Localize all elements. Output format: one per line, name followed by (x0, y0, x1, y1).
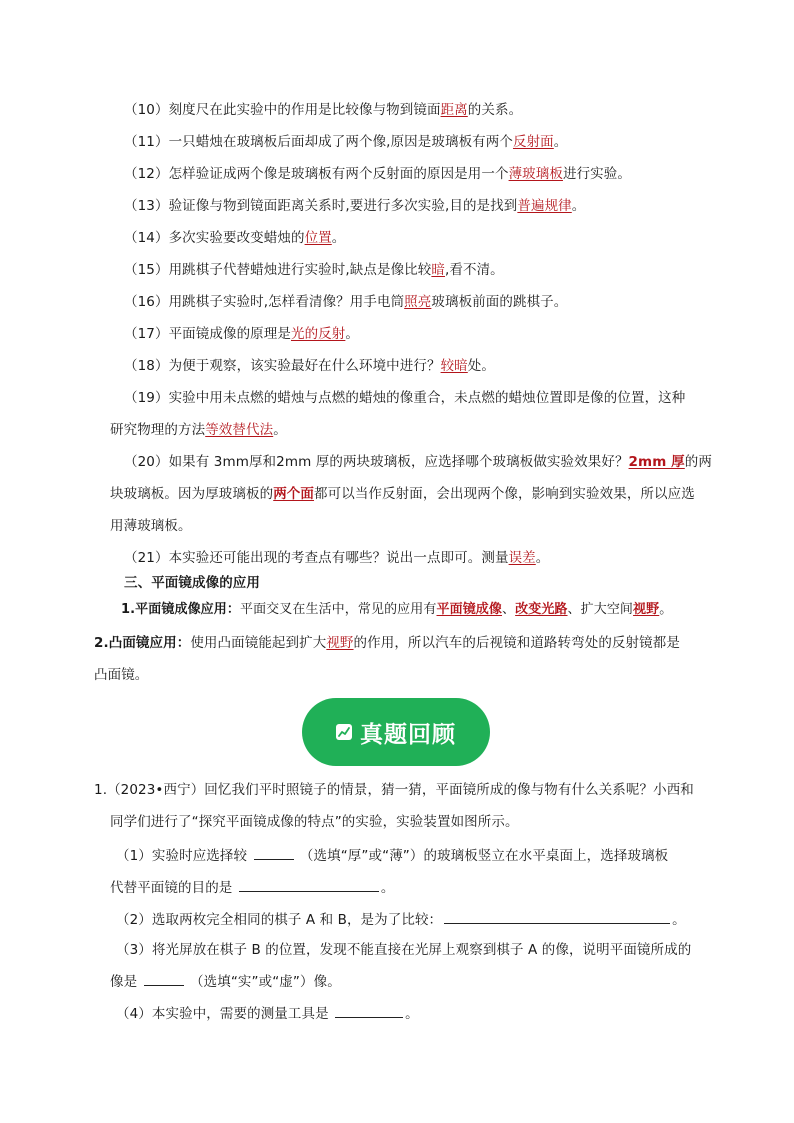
item-19-line1: （19）实验中用未点燃的蜡烛与点燃的蜡烛的像重合，未点燃的蜡烛位置即是像的位置，这种 (124, 390, 686, 406)
answer-20b: 两个面 (273, 486, 315, 502)
item-15: （15）用跳棋子代替蜡烛进行实验时,缺点是像比较暗,看不清。 (124, 262, 504, 278)
question-1-part-3-line2: 像是 （选填“实”或“虚”）像。 (110, 971, 341, 992)
answer-18: 较暗 (440, 358, 468, 374)
item-11: （11）一只蜡烛在玻璃板后面却成了两个像,原因是玻璃板有两个反射面。 (124, 134, 568, 150)
answer-14: 位置 (304, 230, 332, 246)
item-14: （14）多次实验要改变蜡烛的位置。 (124, 230, 346, 246)
question-1-part-4: （4）本实验中，需要的测量工具是 。 (116, 1003, 419, 1024)
badge-label: 真题回顾 (360, 721, 456, 748)
item-13: （13）验证像与物到镜面距离关系时,要进行多次实验,目的是找到普遍规律。 (124, 198, 586, 214)
section-3-para-2: 2.凸面镜应用：使用凸面镜能起到扩大视野的作用，所以汽车的后视镜和道路转弯处的反射镜都是 (94, 635, 680, 651)
answer-blank-3[interactable] (444, 909, 670, 924)
question-1-part-1-line2: 代替平面镜的目的是 。 (110, 877, 394, 898)
answer-21: 误差 (508, 550, 536, 566)
item-12: （12）怎样验证成两个像是玻璃板有两个反射面的原因是用一个薄玻璃板进行实验。 (124, 166, 631, 182)
answer-19: 等效替代法 (205, 422, 274, 438)
answer-13: 普遍规律 (517, 198, 572, 214)
question-1-intro-line1: 1.（2023•西宁）回忆我们平时照镜子的情景，猜一猜，平面镜所成的像与物有什么关系呢？小西和 (94, 782, 694, 798)
answer-12: 薄玻璃板 (508, 166, 563, 182)
item-20-line3: 用薄玻璃板。 (110, 518, 192, 534)
answer-15: 暗 (431, 262, 445, 278)
question-1-part-3: （3）将光屏放在棋子 B 的位置，发现不能直接在光屏上观察到棋子 A 的像，说明平面镜所成的 (116, 942, 692, 958)
item-20-line1: （20）如果有 3mm厚和2mm 厚的两块玻璃板，应选择哪个玻璃板做实验效果好？2mm 厚的两 (124, 454, 712, 470)
answer-11: 反射面 (512, 134, 554, 150)
answer-blank-1[interactable] (254, 845, 294, 860)
answer-17: 光的反射 (290, 326, 346, 342)
question-1-part-1: （1）实验时应选择较 （选填“厚”或“薄”）的玻璃板竖立在水平桌面上，选择玻璃板 (116, 845, 668, 866)
item-19-line2: 研究物理的方法等效替代法。 (110, 422, 287, 438)
item-18: （18）为便于观察，该实验最好在什么环境中进行？较暗处。 (124, 358, 495, 374)
item-16: （16）用跳棋子实验时,怎样看清像？用手电筒照亮玻璃板前面的跳棋子。 (124, 294, 568, 310)
section-3-heading: 三、平面镜成像的应用 (124, 575, 260, 591)
question-1-part-2: （2）选取两枚完全相同的棋子 A 和 B，是为了比较： 。 (116, 909, 686, 930)
review-badge (302, 698, 490, 766)
answer-20a: 2mm 厚 (628, 454, 685, 470)
item-10: （10）刻度尺在此实验中的作用是比较像与物到镜面距离的关系。 (124, 102, 523, 118)
item-17: （17）平面镜成像的原理是光的反射。 (124, 326, 359, 342)
answer-10: 距离 (440, 102, 468, 118)
chart-icon (336, 724, 352, 740)
answer-blank-5[interactable] (335, 1003, 403, 1018)
section-3-para-1: 1.平面镜成像应用：平面交叉在生活中，常见的应用有平面镜成像、改变光路、扩大空间视野。 (121, 602, 673, 617)
answer-16: 照亮 (404, 294, 432, 310)
answer-blank-4[interactable] (144, 971, 184, 986)
item-21: （21）本实验还可能出现的考查点有哪些？说出一点即可。测量误差。 (124, 550, 550, 566)
section-3-para-2-line2: 凸面镜。 (94, 667, 149, 683)
question-1-intro-line2: 同学们进行了“探究平面镜成像的特点”的实验，实验装置如图所示。 (110, 814, 519, 830)
answer-blank-2[interactable] (239, 877, 379, 892)
item-20-line2: 块玻璃板。因为厚玻璃板的两个面都可以当作反射面，会出现两个像，影响到实验效果，所以应选 (110, 486, 695, 502)
